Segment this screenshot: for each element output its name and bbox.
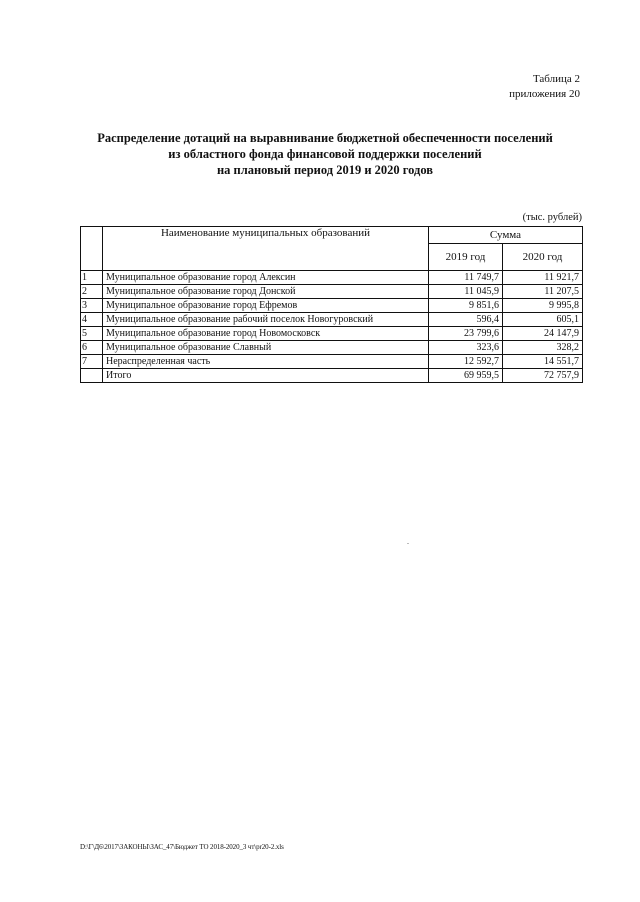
row-index: 3	[81, 299, 103, 313]
row-index: 7	[81, 355, 103, 369]
title-line-1: Распределение дотаций на выравнивание бюджетной обеспеченности поселений	[97, 131, 553, 145]
table-row	[81, 341, 583, 355]
table-row	[81, 313, 583, 327]
header-index	[81, 227, 103, 271]
row-value-2019: 69 959,5	[429, 369, 503, 383]
row-value-2020: 11 921,7	[503, 271, 583, 285]
scan-speck	[407, 543, 409, 544]
title-line-2: из областного фонда финансовой поддержки поселений	[168, 147, 482, 161]
row-name: Итого	[103, 369, 429, 383]
unit-label: (тыс. рублей)	[522, 212, 582, 223]
table-row	[81, 285, 583, 299]
row-value-2020: 605,1	[503, 313, 583, 327]
row-value-2019: 9 851,6	[429, 299, 503, 313]
header-name: Наименование муниципальных образований	[103, 227, 429, 271]
row-index: 4	[81, 313, 103, 327]
document-title	[60, 130, 590, 178]
row-value-2020: 9 995,8	[503, 299, 583, 313]
row-name: Муниципальное образование Славный	[103, 341, 429, 355]
header-sum: Сумма	[429, 227, 583, 244]
table-row	[81, 355, 583, 369]
appendix-line-table: Таблица 2	[532, 73, 580, 85]
appendix-line-annex: приложения 20	[509, 88, 580, 100]
file-path-footer: D:\Г\Д6\2017\ЗАКОНЫ\ЗАС_47\Бюджет ТО 2018-2020_3 чт\pr20-2.xls	[80, 843, 284, 851]
header-year-2020: 2020 год	[503, 244, 583, 271]
row-value-2019: 11 045,9	[429, 285, 503, 299]
header-year-2019: 2019 год	[429, 244, 503, 271]
row-name: Нераспределенная часть	[103, 355, 429, 369]
row-value-2019: 11 749,7	[429, 271, 503, 285]
row-name: Муниципальное образование город Донской	[103, 285, 429, 299]
row-value-2020: 24 147,9	[503, 327, 583, 341]
row-index: 2	[81, 285, 103, 299]
row-value-2020: 11 207,5	[503, 285, 583, 299]
table-row	[81, 299, 583, 313]
row-value-2020: 328,2	[503, 341, 583, 355]
table-row	[81, 327, 583, 341]
appendix-label	[509, 72, 580, 102]
table-row	[81, 369, 583, 383]
row-name: Муниципальное образование город Новомосковск	[103, 327, 429, 341]
row-index: 5	[81, 327, 103, 341]
row-value-2019: 23 799,6	[429, 327, 503, 341]
table-row	[81, 271, 583, 285]
row-index	[81, 369, 103, 383]
row-name: Муниципальное образование рабочий поселок Новогуровский	[103, 313, 429, 327]
title-line-3: на плановый период 2019 и 2020 годов	[216, 163, 434, 177]
row-value-2019: 596,4	[429, 313, 503, 327]
row-value-2019: 12 592,7	[429, 355, 503, 369]
row-index: 1	[81, 271, 103, 285]
row-name: Муниципальное образование город Алексин	[103, 271, 429, 285]
row-index: 6	[81, 341, 103, 355]
budget-table	[80, 226, 583, 383]
row-value-2020: 72 757,9	[503, 369, 583, 383]
row-name: Муниципальное образование город Ефремов	[103, 299, 429, 313]
row-value-2019: 323,6	[429, 341, 503, 355]
row-value-2020: 14 551,7	[503, 355, 583, 369]
